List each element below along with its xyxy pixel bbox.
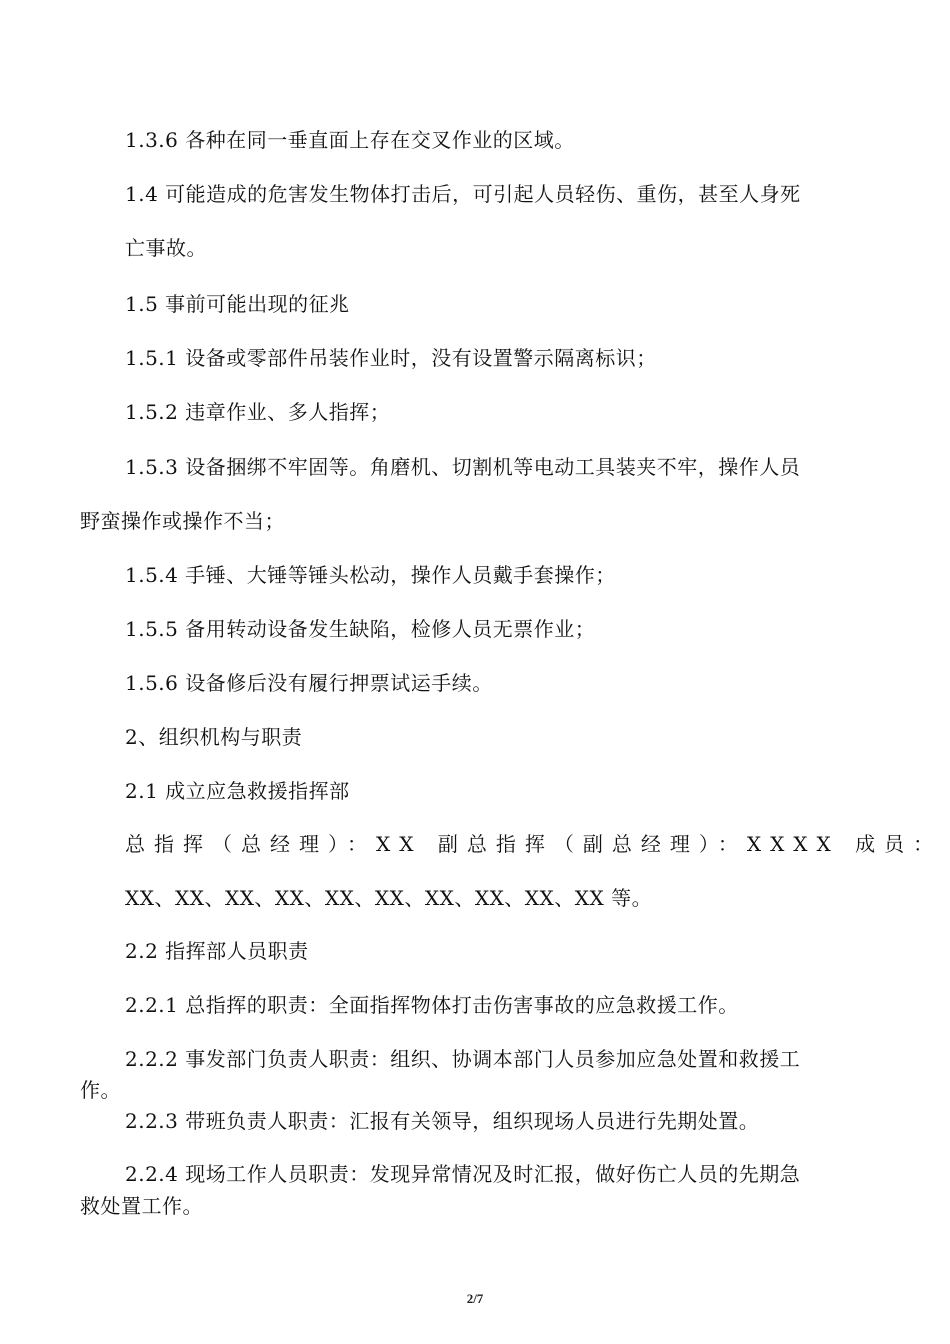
text-line: 2.2.1 总指挥的职责：全面指挥物体打击伤害事故的应急救援工作。 [125, 993, 739, 1017]
text-line: 总指挥（总经理）：XX 副总指挥（副总经理）：XXXX 成员： [125, 832, 943, 856]
section-heading: 2、组织机构与职责 [125, 725, 303, 749]
text-line: 2.2.2 事发部门负责人职责：组织、协调本部门人员参加应急处置和救援工 [125, 1047, 801, 1071]
text-line: 1.5.1 设备或零部件吊装作业时，没有设置警示隔离标识； [125, 346, 657, 370]
text-line: 1.5.2 违章作业、多人指挥； [125, 400, 391, 424]
text-line: 1.5.6 设备修后没有履行押票试运手续。 [125, 671, 493, 695]
text-line: 作。 [80, 1078, 121, 1102]
text-line: XX、XX、XX、XX、XX、XX、XX、XX、XX、XX 等。 [125, 886, 653, 910]
section-heading: 2.2 指挥部人员职责 [125, 939, 309, 963]
text-line: 1.5.4 手锤、大锤等锤头松动，操作人员戴手套操作； [125, 563, 616, 587]
text-line: 野蛮操作或操作不当； [80, 509, 285, 533]
text-line: 亡事故。 [125, 236, 207, 260]
text-line: 2.2.3 带班负责人职责：汇报有关领导，组织现场人员进行先期处置。 [125, 1109, 760, 1133]
section-heading: 1.5 事前可能出现的征兆 [125, 292, 350, 316]
page-number: 2/7 [466, 1291, 484, 1306]
text-line: 1.4 可能造成的危害发生物体打击后，可引起人员轻伤、重伤，甚至人身死 [125, 182, 801, 206]
section-heading: 2.1 成立应急救援指挥部 [125, 779, 350, 803]
text-line: 救处置工作。 [80, 1194, 203, 1218]
text-line: 1.5.5 备用转动设备发生缺陷，检修人员无票作业； [125, 617, 596, 641]
text-line: 2.2.4 现场工作人员职责：发现异常情况及时汇报，做好伤亡人员的先期急 [125, 1162, 801, 1186]
text-line: 1.5.3 设备捆绑不牢固等。角磨机、切割机等电动工具装夹不牢，操作人员 [125, 455, 801, 479]
text-line: 1.3.6 各种在同一垂直面上存在交叉作业的区域。 [125, 128, 575, 152]
